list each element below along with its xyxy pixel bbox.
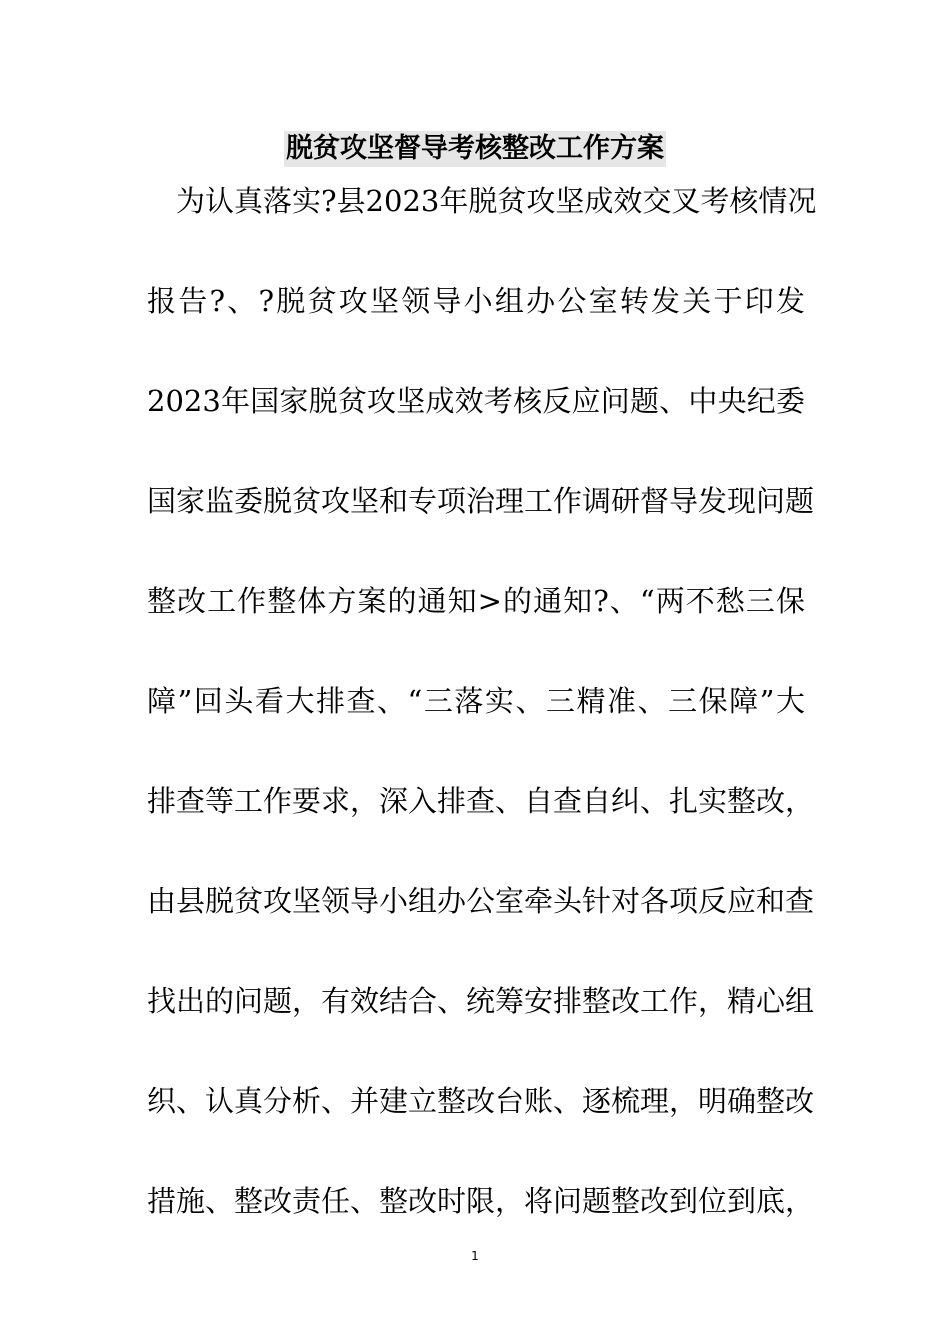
body-line-3: 2023年国家脱贫攻坚成效考核反应问题、中央纪委 bbox=[147, 384, 805, 418]
body-line-1: 为认真落实?县2023年脱贫攻坚成效交叉考核情况 bbox=[147, 184, 817, 218]
body-line-10: 织、认真分析、并建立整改台账、逐梳理，明确整改 bbox=[147, 1084, 815, 1118]
body-line-9: 找出的问题，有效结合、统筹安排整改工作，精心组 bbox=[147, 984, 815, 1018]
title-container bbox=[0, 131, 950, 167]
body-line-11: 措施、整改责任、整改时限，将问题整改到位到底， bbox=[147, 1184, 815, 1218]
page-number: 1 bbox=[471, 1249, 479, 1263]
body-line-2: 报告?、?脱贫攻坚领导小组办公室转发关于印发 bbox=[147, 284, 805, 318]
body-line-8: 由县脱贫攻坚领导小组办公室牵头针对各项反应和查 bbox=[147, 884, 815, 918]
document-title: 脱贫攻坚督导考核整改工作方案 bbox=[284, 131, 666, 167]
body-line-6: 障”回头看大排查、“三落实、三精准、三保障”大 bbox=[147, 684, 805, 718]
body-line-7: 排查等工作要求，深入排查、自查自纠、扎实整改， bbox=[147, 784, 815, 818]
body-line-4: 国家监委脱贫攻坚和专项治理工作调研督导发现问题 bbox=[147, 484, 815, 518]
body-line-5: 整改工作整体方案的通知>的通知?、“两不愁三保 bbox=[147, 584, 805, 618]
